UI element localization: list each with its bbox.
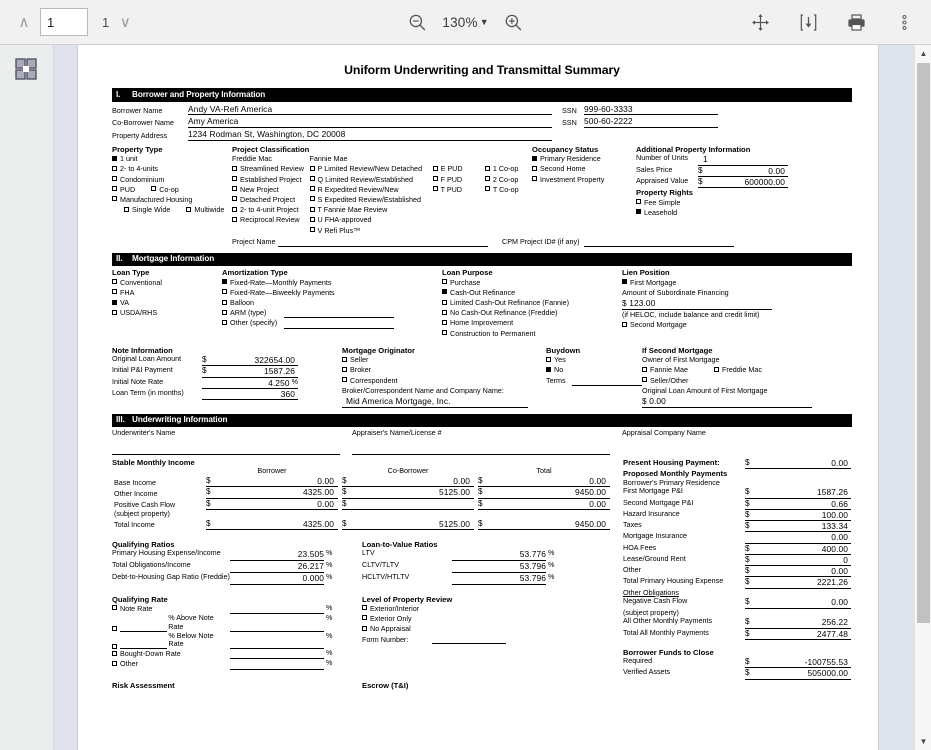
- checkbox-icon: [310, 186, 315, 191]
- page-number-input[interactable]: [40, 8, 88, 36]
- borrower-funds-heading: Borrower Funds to Close: [623, 647, 714, 657]
- checkbox-icon: [532, 166, 537, 171]
- loan-purpose-heading: Loan Purpose: [442, 268, 493, 278]
- checkbox-amortization-fixed-biweekly[interactable]: Fixed-Rate—Biweekly Payments: [222, 288, 442, 298]
- checkbox-originator-seller[interactable]: Seller: [342, 355, 532, 365]
- ratio-value: 23.505: [297, 549, 324, 560]
- funds-row-label: Verified Assets: [623, 667, 671, 677]
- obligation-row-label: (subject property): [623, 607, 679, 617]
- checkbox-icon: [310, 166, 315, 171]
- income-header-row: [112, 467, 612, 476]
- checkbox-icon: [342, 367, 347, 372]
- proposed-row-value: 2221.26: [817, 577, 848, 588]
- checkbox-icon: [546, 367, 551, 372]
- heloc-note: (if HELOC, include balance and credit limit): [622, 309, 760, 319]
- checkbox-property-type-coop[interactable]: Co-op: [151, 185, 179, 194]
- checkbox-purpose-purchase[interactable]: Purchase: [442, 278, 622, 288]
- checkbox-icon: [433, 166, 438, 171]
- proposed-row-value: 0.00: [831, 532, 848, 543]
- checkbox-icon: [112, 661, 117, 666]
- checkbox-buydown-yes[interactable]: Yes: [532, 355, 642, 365]
- checkbox-icon: [532, 176, 537, 181]
- checkbox-icon: [112, 626, 117, 631]
- checkbox-property-type-1-unit[interactable]: 1 unit: [112, 154, 232, 164]
- ratio-label: Total Obligations/Income: [112, 559, 191, 569]
- checkbox-qualifying-note-rate[interactable]: Note Rate: [112, 604, 230, 614]
- checkbox-amortization-arm[interactable]: ARM (type): [222, 308, 284, 318]
- checkbox-t-coop[interactable]: T Co-op: [485, 185, 532, 195]
- cpm-project-id-label: CPM Project ID# (if any): [502, 237, 580, 247]
- checkbox-icon: [342, 377, 347, 382]
- checkbox-icon: [112, 186, 117, 191]
- pdf-page: [78, 45, 878, 750]
- form-number-label: Form Number:: [362, 634, 409, 644]
- ssn-borrower-label: SSN: [562, 105, 577, 115]
- checkbox-fannie-q-limited-review[interactable]: Q Limited Review/Established: [310, 175, 433, 185]
- loan-term-value: 360: [280, 388, 295, 399]
- borrower-name-value: Andy VA-Refi America: [188, 103, 273, 114]
- original-first-mortgage-value: $ 0.00: [642, 396, 666, 407]
- proposed-row-value: 0: [843, 554, 848, 565]
- thumbnail-panel-icon[interactable]: [15, 58, 37, 80]
- section-1-title: Borrower and Property Information: [132, 89, 266, 99]
- section-3-number: III.: [116, 415, 125, 425]
- checkbox-icon: [112, 644, 117, 649]
- checkbox-freddie-2-4-unit-project[interactable]: 2- to 4-unit Project: [232, 205, 310, 215]
- checkbox-property-type-multiwide[interactable]: Multiwide: [186, 205, 224, 214]
- checkbox-icon: [112, 300, 117, 305]
- checkbox-owner-fannie-mae[interactable]: Fannie Mae: [642, 365, 688, 374]
- obligation-row-label: Total All Monthly Payments: [623, 627, 709, 637]
- obligation-row-value: 256.22: [821, 617, 848, 628]
- initial-note-rate-label: Initial Note Rate: [112, 376, 164, 386]
- checkbox-icon: [222, 320, 227, 325]
- ltv-value: 53.796: [519, 572, 546, 583]
- print-icon[interactable]: [843, 9, 869, 35]
- checkbox-icon: [636, 209, 641, 214]
- checkbox-property-type-condominium[interactable]: Condominium: [112, 175, 232, 185]
- loan-term-label: Loan Term (in months): [112, 387, 184, 397]
- table-row: Total Income $ 4325.00 $ 5125.00 $ 9450.00: [112, 519, 612, 530]
- section-3-title: Underwriting Information: [132, 415, 228, 425]
- checkbox-icon: [442, 330, 447, 335]
- ltv-heading: Loan-to-Value Ratios: [362, 539, 438, 549]
- property-review-heading: Level of Property Review: [362, 594, 453, 604]
- checkbox-icon: [642, 367, 647, 372]
- checkbox-occupancy-investment-property[interactable]: Investment Property: [532, 175, 636, 185]
- checkbox-icon: [546, 357, 551, 362]
- checkbox-loan-type-fha[interactable]: FHA: [112, 288, 222, 298]
- checkbox-icon: [232, 166, 237, 171]
- coborrower-name-label: Co-Borrower Name: [112, 118, 174, 128]
- section-1-number: I.: [116, 89, 121, 99]
- checkbox-icon: [485, 166, 490, 171]
- stable-monthly-income-heading: Stable Monthly Income: [112, 458, 195, 468]
- obligation-row-value: 2477.48: [817, 628, 848, 639]
- checkbox-icon: [124, 207, 129, 212]
- section-2-title: Mortgage Information: [132, 254, 215, 264]
- checkbox-icon: [310, 196, 315, 201]
- zoom-level-dropdown[interactable]: [442, 15, 488, 30]
- checkbox-review-exterior-interior[interactable]: Exterior/Interior: [362, 604, 612, 614]
- income-table: [112, 467, 612, 530]
- checkbox-occupancy-second-home[interactable]: Second Home: [532, 164, 636, 174]
- ratio-label: Primary Housing Expense/Income: [112, 548, 221, 558]
- checkbox-amortization-other[interactable]: Other (specify): [222, 318, 284, 328]
- proposed-row-label: Total Primary Housing Expense: [623, 576, 724, 586]
- checkbox-icon: [232, 207, 237, 212]
- checkbox-property-type-2-4-units[interactable]: 2- to 4-units: [112, 164, 232, 174]
- checkbox-icon: [112, 605, 117, 610]
- checkbox-icon: [112, 289, 117, 294]
- section-2-header: [112, 253, 852, 267]
- checkbox-icon: [442, 300, 447, 305]
- owner-of-first-mortgage-label: Owner of First Mortgage: [642, 355, 720, 365]
- more-options-icon[interactable]: [891, 9, 917, 35]
- checkbox-icon: [112, 310, 117, 315]
- ltv-value: 53.776: [519, 549, 546, 560]
- proposed-row-label: Other: [623, 565, 641, 575]
- broker-name-value: Mid America Mortgage, Inc.: [346, 396, 451, 407]
- checkbox-icon: [222, 289, 227, 294]
- proposed-row-label: Mortgage Insurance: [623, 531, 687, 541]
- table-row: Positive Cash Flow $ 0.00 $ $ 0.00: [112, 499, 612, 510]
- proposed-row-value: 100.00: [821, 509, 848, 520]
- checkbox-icon: [342, 357, 347, 362]
- initial-pi-payment-value: 1587.26: [264, 366, 295, 377]
- checkbox-fannie-t-review[interactable]: T Fannie Mae Review: [310, 205, 433, 215]
- checkbox-originator-correspondent[interactable]: Correspondent: [342, 376, 532, 386]
- present-housing-payment-label: Present Housing Payment:: [623, 458, 720, 468]
- table-row: [112, 510, 612, 519]
- checkbox-purpose-home-improvement[interactable]: Home Improvement: [442, 318, 622, 328]
- ssn-coborrower-value: 500-60-2222: [584, 116, 633, 127]
- sales-price-value: 0.00: [768, 165, 785, 176]
- checkbox-icon: [310, 207, 315, 212]
- page-title: Uniform Underwriting and Transmittal Summary: [344, 63, 620, 77]
- checkbox-icon: [232, 186, 237, 191]
- property-address-label: Property Address: [112, 131, 168, 141]
- proposed-row-label: Hazard Insurance: [623, 508, 680, 518]
- checkbox-property-type-pud[interactable]: PUD: [112, 185, 135, 194]
- checkbox-purpose-no-cash-out[interactable]: No Cash-Out Refinance (Freddie): [442, 308, 622, 318]
- checkbox-icon: [112, 156, 117, 161]
- ssn-coborrower-label: SSN: [562, 118, 577, 128]
- property-rights-heading: Property Rights: [636, 188, 693, 198]
- checkbox-property-type-single-wide[interactable]: Single Wide: [124, 205, 170, 214]
- proposed-row-value: 400.00: [821, 543, 848, 554]
- appraised-value-label: Appraised Value: [636, 176, 689, 186]
- broker-name-label: Broker/Correspondent Name and Company Name:: [342, 385, 504, 395]
- scrollbar-thumb[interactable]: [917, 63, 930, 623]
- section-2-number: II.: [116, 254, 123, 264]
- ltv-value: 53.796: [519, 560, 546, 571]
- checkbox-review-exterior-only[interactable]: Exterior Only: [362, 614, 612, 624]
- checkbox-qualifying-below-note-rate[interactable]: % Below Note Rate: [112, 632, 230, 650]
- ltv-label: LTV: [362, 548, 375, 558]
- scroll-down-arrow-icon[interactable]: ▼: [919, 737, 928, 746]
- checkbox-icon: [433, 176, 438, 181]
- qualifying-ratios-heading: Qualifying Ratios: [112, 539, 175, 549]
- checkbox-loan-type-usda-rhs[interactable]: USDA/RHS: [112, 308, 222, 318]
- other-obligations-heading: Other Obligations: [623, 587, 679, 597]
- checkbox-f-pud[interactable]: F PUD: [433, 175, 485, 185]
- checkbox-amortization-balloon[interactable]: Balloon: [222, 298, 442, 308]
- checkbox-icon: [433, 186, 438, 191]
- initial-pi-payment-label: Initial P&I Payment: [112, 365, 173, 375]
- buydown-terms-label: Terms: [546, 375, 566, 385]
- obligation-row-label: Negative Cash Flow: [623, 596, 688, 606]
- table-row: Other Income $ 4325.00 $ 5125.00 $ 9450.00: [112, 487, 612, 498]
- checkbox-icon: [232, 217, 237, 222]
- checkbox-icon: [714, 367, 719, 372]
- subordinate-financing-label: Amount of Subordinate Financing: [622, 287, 729, 297]
- next-page-button[interactable]: ∨: [119, 14, 131, 31]
- income-col-coborrower: Co-Borrower: [387, 466, 429, 476]
- checkbox-freddie-established-project[interactable]: Established Project: [232, 175, 310, 185]
- checkbox-icon: [310, 217, 315, 222]
- checkbox-owner-freddie-mac[interactable]: Freddie Mac: [714, 365, 762, 374]
- occupancy-status-heading: Occupancy Status: [532, 144, 599, 154]
- income-row-label: Other Income: [114, 488, 158, 498]
- checkbox-t-pud[interactable]: T PUD: [433, 185, 485, 195]
- section-1-header: [112, 88, 852, 102]
- checkbox-icon: [112, 176, 117, 181]
- proposed-row-label: HOA Fees: [623, 542, 657, 552]
- checkbox-lien-first-mortgage[interactable]: First Mortgage: [622, 278, 802, 288]
- sales-price-label: Sales Price: [636, 164, 673, 174]
- checkbox-loan-type-va[interactable]: VA: [112, 298, 222, 308]
- coborrower-name-value: Amy America: [188, 116, 239, 127]
- income-col-total: Total: [536, 466, 552, 476]
- qualifying-rate-heading: Qualifying Rate: [112, 594, 168, 604]
- checkbox-icon: [112, 279, 117, 284]
- checkbox-amortization-fixed-monthly[interactable]: Fixed-Rate—Monthly Payments: [222, 278, 442, 288]
- download-icon[interactable]: [795, 9, 821, 35]
- vertical-scrollbar[interactable]: [914, 45, 931, 750]
- income-row-label: Total Income: [114, 520, 155, 530]
- scroll-up-arrow-icon[interactable]: ▲: [919, 49, 928, 58]
- funds-row-value: 505000.00: [807, 668, 848, 679]
- form-document: Uniform Underwriting and Transmittal Summary I. Borrower and Property Information Borrower Name Andy VA-Refi America Co-Borrower Name Amy America Property Address 1234 Rodman St, Washington, DC 20008 SSN 999-60-3333 SSN 500-60-2222 Property Type 1 unit 2- to 4-units Condominium PUD Co-op Manufactured Housing Single Wide Multiwide Project Classification Freddie Mac Streamlined Review Established Project New Project Detached Project 2- to 4-unit Project Reciprocal Review Fannie Mae P Limited Review/New Detached Q Limited Review/Established R Expedited Review/New S Expedited Review/Established T Fannie Mae Review U FHA-approved V Refi Plus™ E PUD F PUD T PUD 1 Co-op 2 Co-op T Co-op Occupancy Status Primary Residence Second Home Investment Property Additional Property Information Number of Units 1 Sales Price $ 0.00 Appraised Value $ 600000.00 Property Rights Fee Simple Leasehold Project Name CPM Project ID# (if any) II. Mortgage Information Loan Type Conventional FHA VA USDA/RHS Amortization Type Fixed-Rate—Monthly Payments Fixed-Rate—Biweekly Payments Balloon ARM (type) Other (specify) Loan Purpose Purchase Cash-Out Refinance Limited Cash-Out Refinance (Fannie) No Cash-Out Refinance (Freddie) Home Improvement Construction to Permanent Lien Position First Mortgage Amount of Subordinate Financing $ 123.00 (if HELOC, include balance and credit limit) Second Mortgage Note Information Original Loan Amount $ 322654.00 Initial P&I Payment $ 1587.26 Initial Note Rate 4.250 % Loan Term (in months) 360 Mortgage Originator Seller Broker Correspondent Broker/Correspondent Name and Company Name: Mid America Mortgage, Inc. Buydown Yes No Terms If Second Mortgage Owner of First Mortgage Fannie Mae Freddie Mac Seller/Other Original Loan Amount of First Mortgage $ 0.00 III. Underwriting Information Underwriter's Name Appraiser's Name/License # Appraisal Company Name Stable Monthly Income Borrower Co-Borrower Total Base Income $ 0.00 $ 0.00 $ 0.00 Other Income $ 4325.00 $ 5125.00 $ 9450.00 Positive Cash Flow $ 0.00 $ $ 0.00 (subject property) Total Income $ 4325.00 $ 5125.00 $ 9450.00 Qualifying Ratios Primary Housing Expense/Income 23.505 % Total Obligations/Income 26.217 % Debt-to-Housing Gap Ratio (Freddie) 0.000 % Loan-to-Value Ratios LTV 53.776 % CLTV/TLTV 53.796 % HCLTV/HTLTV 53.796 % Qualifying Rate Note Rate % % Above Note Rate % % Below Note Rate % Bought-Down Rate % Other % Level of Property Review Exterior/Interior Exterior Only No Appraisal Form Number: Risk Assessment Escrow (T&I) Present Housing Payment: $ 0.00 Proposed Monthly Payments Borrower's Primary Residence First Mortgage P&I $ 1587.26 Second Mortgage P&I $ 0.66 Hazard Insurance $ 100.00 Taxes $ 133.34 Mortgage Insurance 0.00 HOA Fees $ 400.00 Lease/Ground Rent $ 0 Other $ 0.00 Total Primary Housing Expense $ 2221.26 Other Obligations Negative Cash Flow $ 0.00 (subject property) All Other Monthly Payments $ 256.22 Total All Monthly Payments $ 2477.48 Borrower Funds to Close Required $ -100755.53 Verified Assets $ 505000.00: [112, 63, 852, 690]
- initial-note-rate-value: 4.250: [268, 377, 290, 388]
- proposed-row-value: 133.34: [821, 521, 848, 532]
- zoom-level-label: 130%: [442, 14, 478, 30]
- project-classification-heading: Project Classification: [232, 144, 310, 154]
- zoom-in-icon[interactable]: [501, 9, 527, 35]
- checkbox-icon: [112, 196, 117, 201]
- borrower-name-label: Borrower Name: [112, 105, 163, 115]
- checkbox-icon: [532, 156, 537, 161]
- checkbox-fannie-r-expedited-review[interactable]: R Expedited Review/New: [310, 185, 433, 195]
- checkbox-icon: [151, 186, 156, 191]
- appraised-value-value: 600000.00: [744, 177, 785, 188]
- income-row-label: (subject property): [114, 508, 170, 518]
- checkbox-originator-broker[interactable]: Broker: [342, 365, 532, 375]
- checkbox-occupancy-primary-residence[interactable]: Primary Residence: [532, 154, 636, 164]
- checkbox-lien-second-mortgage[interactable]: Second Mortgage: [622, 320, 802, 330]
- income-row-label: Positive Cash Flow: [114, 500, 176, 510]
- obligation-row-label: All Other Monthly Payments: [623, 616, 713, 626]
- checkbox-purpose-construction-to-permanent[interactable]: Construction to Permanent: [442, 329, 622, 339]
- fannie-mae-label: Fannie Mae: [309, 154, 348, 164]
- present-housing-payment-value: 0.00: [831, 458, 848, 469]
- additional-property-heading: Additional Property Information: [636, 144, 751, 154]
- checkbox-icon: [112, 166, 117, 171]
- ratio-value: 26.217: [297, 560, 324, 571]
- checkbox-owner-seller-other[interactable]: Seller/Other: [642, 376, 842, 386]
- checkbox-e-pud[interactable]: E PUD: [433, 164, 485, 174]
- checkbox-freddie-reciprocal-review[interactable]: Reciprocal Review: [232, 215, 310, 225]
- checkbox-icon: [642, 377, 647, 382]
- appraisal-company-label: Appraisal Company Name: [622, 428, 706, 438]
- checkbox-fee-simple[interactable]: Fee Simple: [636, 198, 796, 208]
- project-name-label: Project Name: [232, 237, 276, 247]
- proposed-row-label: Taxes: [623, 520, 642, 530]
- checkbox-purpose-cash-out-refinance[interactable]: Cash-Out Refinance: [442, 288, 622, 298]
- checkbox-icon: [186, 207, 191, 212]
- checkbox-qualifying-above-note-rate[interactable]: % Above Note Rate: [112, 614, 230, 632]
- proposed-row-value: 0.00: [831, 566, 848, 577]
- amortization-type-heading: Amortization Type: [222, 268, 288, 278]
- checkbox-qualifying-bought-down-rate[interactable]: Bought-Down Rate: [112, 649, 230, 659]
- number-of-units-label: Number of Units: [636, 153, 688, 163]
- obligation-row-value: 0.00: [831, 597, 848, 608]
- checkbox-icon: [485, 176, 490, 181]
- risk-assessment-heading: Risk Assessment: [112, 680, 175, 690]
- ltv-label: CLTV/TLTV: [362, 559, 399, 569]
- if-second-mortgage-heading: If Second Mortgage: [642, 345, 713, 355]
- checkbox-purpose-limited-cash-out[interactable]: Limited Cash-Out Refinance (Fannie): [442, 298, 622, 308]
- page-scroll-area: [54, 45, 914, 750]
- funds-row-value: -100755.53: [804, 657, 848, 668]
- loan-type-heading: Loan Type: [112, 268, 150, 278]
- number-of-units-value: 1: [703, 154, 708, 165]
- proposed-row-value: 1587.26: [817, 487, 848, 498]
- checkbox-fannie-p-limited-review[interactable]: P Limited Review/New Detached: [310, 164, 433, 174]
- checkbox-1-coop[interactable]: 1 Co-op: [485, 164, 532, 174]
- income-row-label: Base Income: [114, 477, 156, 487]
- table-row: Base Income $ 0.00 $ 0.00 $ 0.00: [112, 476, 612, 487]
- previous-page-button[interactable]: ∧: [18, 14, 30, 31]
- underwriter-name-label: Underwriter's Name: [112, 428, 176, 438]
- checkbox-icon: [442, 320, 447, 325]
- checkbox-icon: [232, 176, 237, 181]
- checkbox-icon: [362, 626, 367, 631]
- checkbox-leasehold[interactable]: Leasehold: [636, 208, 796, 218]
- checkbox-icon: [442, 289, 447, 294]
- original-loan-amount-label: Original Loan Amount: [112, 354, 182, 364]
- checkbox-loan-type-conventional[interactable]: Conventional: [112, 278, 222, 288]
- subordinate-financing-value: $ 123.00: [622, 298, 656, 309]
- checkbox-icon: [222, 300, 227, 305]
- note-information-heading: Note Information: [112, 345, 173, 355]
- proposed-subheading: Borrower's Primary Residence: [623, 477, 720, 487]
- checkbox-icon: [622, 322, 627, 327]
- property-address-value: 1234 Rodman St, Washington, DC 20008: [188, 129, 346, 140]
- income-col-borrower: Borrower: [257, 466, 287, 476]
- checkbox-icon: [622, 279, 627, 284]
- page-total-label: 1: [102, 14, 110, 30]
- checkbox-fannie-s-expedited-review[interactable]: S Expedited Review/Established: [310, 195, 433, 205]
- appraiser-name-label: Appraiser's Name/License #: [352, 428, 442, 438]
- original-first-mortgage-label: Original Loan Amount of First Mortgage: [642, 385, 768, 395]
- escrow-heading: Escrow (T&I): [362, 680, 409, 690]
- proposed-row-label: First Mortgage P&I: [623, 486, 683, 496]
- checkbox-freddie-detached-project[interactable]: Detached Project: [232, 195, 310, 205]
- chevron-down-icon: ▼: [479, 17, 489, 27]
- section-3-header: [112, 414, 852, 428]
- checkbox-review-no-appraisal[interactable]: No Appraisal: [362, 624, 612, 634]
- checkbox-fannie-u-fha-approved[interactable]: U FHA-approved: [310, 215, 433, 225]
- checkbox-freddie-streamlined-review[interactable]: Streamlined Review: [232, 164, 310, 174]
- zoom-out-icon[interactable]: [404, 9, 430, 35]
- lien-position-heading: Lien Position: [622, 268, 670, 278]
- ltv-label: HCLTV/HTLTV: [362, 571, 410, 581]
- checkbox-icon: [485, 186, 490, 191]
- sidebar-rail: [0, 45, 54, 750]
- original-loan-amount-value: 322654.00: [254, 355, 295, 366]
- funds-row-label: Required: [623, 656, 653, 666]
- checkbox-icon: [362, 605, 367, 610]
- proposed-row-label: Second Mortgage P&I: [623, 497, 694, 507]
- ssn-borrower-value: 999-60-3333: [584, 103, 633, 114]
- checkbox-icon: [442, 279, 447, 284]
- checkbox-icon: [636, 199, 641, 204]
- proposed-row-label: Lease/Ground Rent: [623, 553, 686, 563]
- checkbox-icon: [112, 651, 117, 656]
- property-type-heading: Property Type: [112, 144, 163, 154]
- proposed-row-value: 0.66: [831, 498, 848, 509]
- checkbox-icon: [362, 615, 367, 620]
- checkbox-buydown-no[interactable]: No: [532, 365, 642, 375]
- checkbox-icon: [310, 227, 315, 232]
- checkbox-property-type-manufactured[interactable]: Manufactured Housing: [112, 195, 232, 205]
- checkbox-icon: [310, 176, 315, 181]
- checkbox-icon: [442, 310, 447, 315]
- checkbox-fannie-v-refi-plus[interactable]: V Refi Plus™: [310, 226, 433, 236]
- freddie-mac-label: Freddie Mac: [232, 154, 272, 164]
- checkbox-icon: [222, 279, 227, 284]
- pdf-toolbar: [0, 0, 931, 45]
- ratio-label: Debt-to-Housing Gap Ratio (Freddie): [112, 571, 230, 581]
- mortgage-originator-heading: Mortgage Originator: [342, 345, 415, 355]
- checkbox-icon: [232, 196, 237, 201]
- pan-tool-icon[interactable]: [747, 9, 773, 35]
- proposed-monthly-payments-heading: Proposed Monthly Payments: [623, 469, 728, 479]
- buydown-heading: Buydown: [546, 345, 581, 355]
- checkbox-2-coop[interactable]: 2 Co-op: [485, 175, 532, 185]
- checkbox-qualifying-other[interactable]: Other: [112, 659, 230, 669]
- ratio-value: 0.000: [302, 572, 324, 583]
- checkbox-freddie-new-project[interactable]: New Project: [232, 185, 310, 195]
- checkbox-icon: [222, 310, 227, 315]
